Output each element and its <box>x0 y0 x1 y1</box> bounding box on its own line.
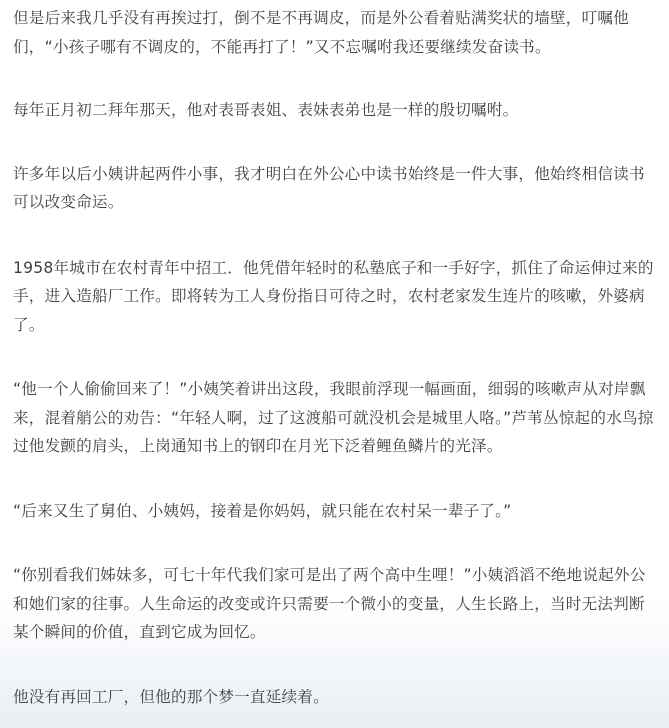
article-paragraph: 1958年城市在农村青年中招工．他凭借年轻时的私塾底子和一手好字，抓住了命运伸过来的手，进入造船厂工作。即将转为工人身份指日可待之时，农村老家发生连片的咳嗽，外婆病了。 <box>13 258 654 334</box>
article-paragraph: 他没有再回工厂，但他的那个梦一直延续着。 <box>13 687 329 706</box>
article-paragraph: 许多年以后小姨讲起两件小事，我才明白在外公心中读书始终是一件大事，他始终相信读书可以改变命运。 <box>13 164 645 211</box>
article-paragraph: “后来又生了舅伯、小姨妈，接着是你妈妈，就只能在农村呆一辈子了。” <box>13 501 512 520</box>
article-paragraph: 但是后来我几乎没有再挨过打，倒不是不再调皮，而是外公看着贴满奖状的墙壁，叮嘱他们，“小孩子哪有不调皮的，不能再打了！”又不忘嘱咐我还要继续发奋读书。 <box>13 9 629 56</box>
article-paragraph: “你别看我们姊妹多，可七十年代我们家可是出了两个高中生哩！”小姨滔滔不绝地说起外公和她们家的往事。人生命运的改变或许只需要一个微小的变量，人生长路上，当时无法判断某个瞬间的价值，直到它成为回忆。 <box>13 566 646 641</box>
article-paragraph: 每年正月初二拜年那天，他对表哥表姐、表妹表弟也是一样的殷切嘱咐。 <box>13 101 519 119</box>
article-paragraph: “他一个人偷偷回来了！”小姨笑着讲出这段，我眼前浮现一幅画面，细弱的咳嗽声从对岸飘来，混着艄公的劝告：“年轻人啊，过了这渡船可就没机会是城里人咯。”芦苇丛惊起的水鸟掠过他发颤的肩头，上岗通知书上的钢印在月光下泛着鲤鱼鳞片的光泽。 <box>13 380 654 455</box>
